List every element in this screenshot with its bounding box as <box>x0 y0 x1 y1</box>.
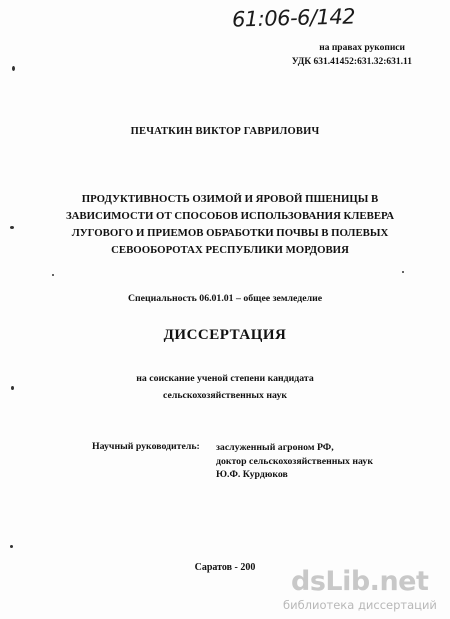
udc-code: УДК 631.41452:631.32:631.11 <box>291 57 412 67</box>
scan-speck <box>402 271 404 273</box>
scan-speck <box>10 545 13 548</box>
city-year: Саратов - 200 <box>194 562 256 573</box>
dissertation-title <box>60 191 400 259</box>
title-line: ЛУГОВОГО И ПРИЕМОВ ОБРАБОТКИ ПОЧВЫ В ПОЛЕВЫХ <box>71 227 389 239</box>
degree-line: сельскохозяйственных наук <box>163 390 287 401</box>
supervisor-label: Научный руководитель: <box>92 441 200 452</box>
degree-line: на соискание ученой степени кандидата <box>136 373 314 384</box>
scan-speck <box>52 274 54 276</box>
title-line: ПРОДУКТИВНОСТЬ ОЗИМОЙ И ЯРОВОЙ ПШЕНИЦЫ В <box>81 193 379 205</box>
scan-speck <box>12 66 15 71</box>
watermark-subtitle: библиотека диссертаций <box>283 598 437 612</box>
scan-speck <box>11 386 14 390</box>
title-line: СЕВООБОРОТАХ РЕСПУБЛИКИ МОРДОВИЯ <box>111 244 349 256</box>
title-line: ЗАВИСИМОСТИ ОТ СПОСОБОВ ИСПОЛЬЗОВАНИЯ КЛЕВЕРА <box>65 210 395 222</box>
degree-statement <box>0 370 450 404</box>
manuscript-rights-note: на правах рукописи <box>319 43 405 53</box>
supervisor-title: заслуженный агроном РФ, <box>216 442 334 453</box>
supervisor-details <box>216 441 373 482</box>
watermark-logo: dsLib.net <box>291 566 429 597</box>
specialty-line: Специальность 06.01.01 – общее земледелие <box>127 293 323 304</box>
author-name: ПЕЧАТКИН ВИКТОР ГАВРИЛОВИЧ <box>130 126 320 137</box>
scan-speck <box>10 226 14 229</box>
handwritten-catalog-code: 61:06-6/142 <box>231 4 356 32</box>
supervisor-degree: доктор сельскохозяйственных наук <box>216 455 373 467</box>
supervisor-name: Ю.Ф. Курдюков <box>216 469 288 480</box>
dslib-watermark <box>283 564 445 614</box>
document-type-heading: ДИССЕРТАЦИЯ <box>163 327 287 343</box>
